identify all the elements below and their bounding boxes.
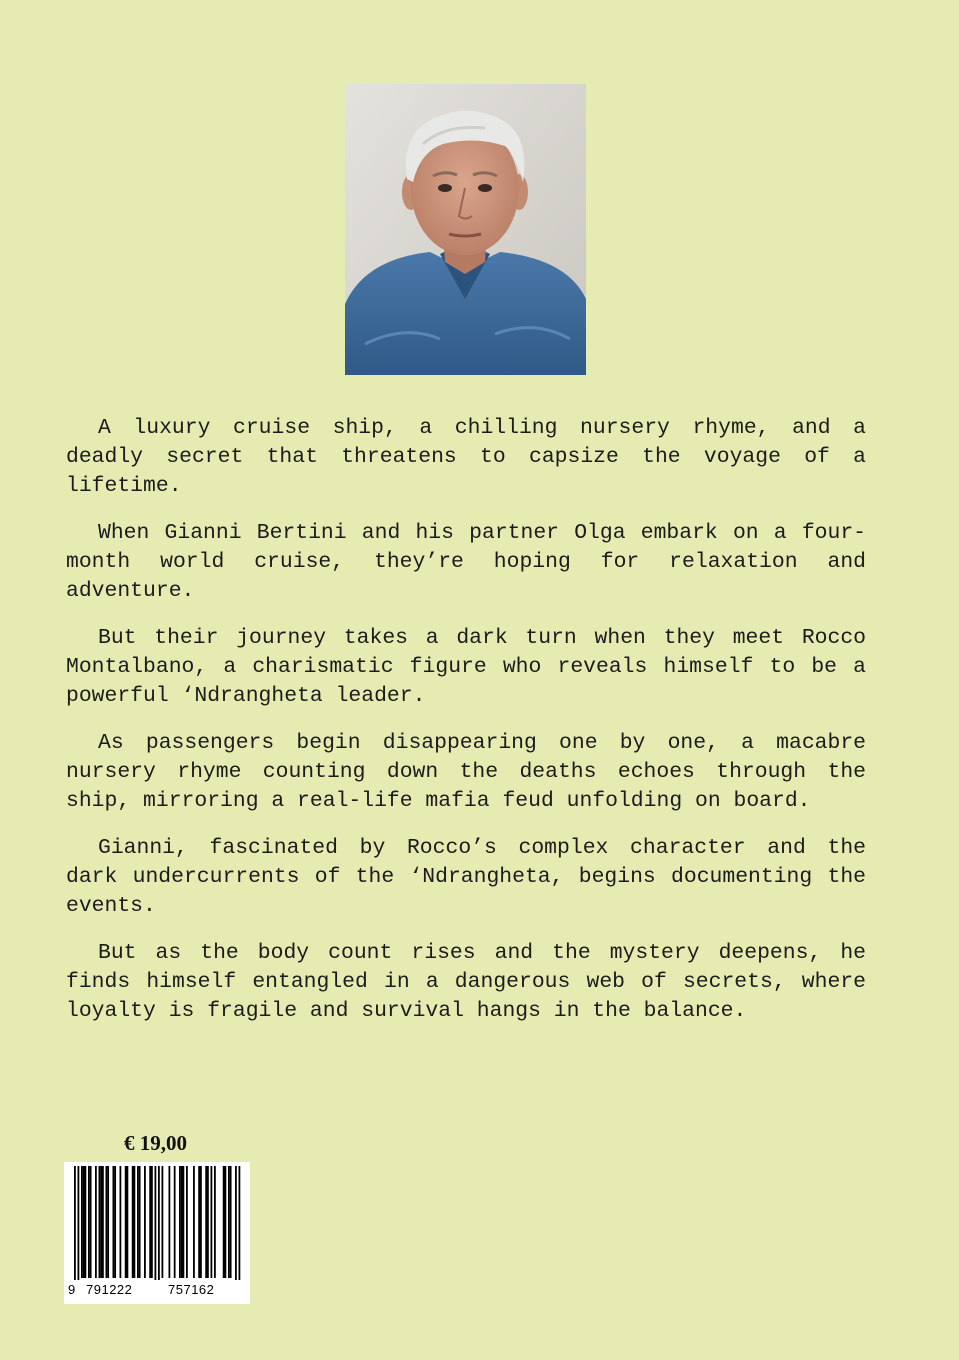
barcode-bar [162, 1166, 164, 1278]
barcode-bar [179, 1166, 181, 1278]
barcode-bar [120, 1166, 122, 1278]
barcode-bar [127, 1166, 129, 1278]
barcode-bar [137, 1166, 139, 1278]
barcode-bar [78, 1166, 80, 1280]
barcode-bar [83, 1166, 85, 1278]
barcode-bar [207, 1166, 209, 1278]
barcode-bar [95, 1166, 97, 1278]
barcode-bar [183, 1166, 185, 1278]
barcode-bar [228, 1166, 230, 1278]
blurb-paragraph: When Gianni Bertini and his partner Olga embark on a four-month world cruise, they’re hoping for relaxation and adventure. [66, 521, 866, 603]
isbn-left-group: 791222 [86, 1282, 133, 1297]
back-cover-blurb [66, 414, 866, 1044]
barcode-bar [158, 1166, 160, 1280]
isbn-right-group: 757162 [168, 1282, 215, 1297]
blurb-paragraph: A luxury cruise ship, a chilling nursery rhyme, and a deadly secret that threatens to capsize the voyage of a lifetime. [66, 416, 866, 498]
blurb-paragraph: But as the body count rises and the mystery deepens, he finds himself entangled in a dangerous web of secrets, where loyalty is fragile and survival hangs in the balance. [66, 941, 866, 1023]
barcode-bar [113, 1166, 115, 1278]
barcode-bar [125, 1166, 127, 1278]
price-label: € 19,00 [124, 1131, 187, 1155]
barcode-bar [74, 1166, 76, 1280]
barcode-bar [198, 1166, 200, 1278]
isbn-first-digit: 9 [68, 1282, 76, 1297]
barcode-bar [174, 1166, 176, 1278]
barcode-bar [132, 1166, 134, 1278]
barcode-bar [107, 1166, 109, 1278]
barcode-bar [155, 1166, 157, 1280]
isbn-number [64, 1280, 250, 1300]
barcode-bar [90, 1166, 92, 1278]
barcode-bar [144, 1166, 146, 1278]
barcode-bar [193, 1166, 195, 1278]
barcode-bar [181, 1166, 183, 1278]
barcode-bar [186, 1166, 188, 1278]
barcode-bar [230, 1166, 232, 1278]
barcode-bar [211, 1166, 213, 1278]
barcode-bars [64, 1162, 250, 1280]
barcode-bar [235, 1166, 237, 1280]
barcode-bar [223, 1166, 225, 1278]
barcode-bar [85, 1166, 87, 1278]
barcode-bar [134, 1166, 136, 1278]
barcode-bar [151, 1166, 153, 1278]
barcode-bar [139, 1166, 141, 1278]
blurb-paragraph: Gianni, fascinated by Rocco’s complex character and the dark undercurrents of the ‘Ndrangheta, begins documenting the events. [66, 836, 866, 918]
barcode-bar [88, 1166, 90, 1278]
barcode-bar [200, 1166, 202, 1278]
barcode-bar [102, 1166, 104, 1278]
blurb-paragraph: But their journey takes a dark turn when they meet Rocco Montalbano, a charismatic figure who reveals himself to be a powerful ‘Ndrangheta leader. [66, 626, 866, 708]
barcode-bar [114, 1166, 116, 1278]
isbn-barcode [64, 1162, 250, 1304]
barcode-bar [81, 1166, 83, 1278]
barcode-bar [106, 1166, 108, 1278]
barcode-bar [205, 1166, 207, 1278]
barcode-bar [100, 1166, 102, 1278]
blurb-paragraph: As passengers begin disappearing one by one, a macabre nursery rhyme counting down the deaths echoes through the ship, mirroring a real-life mafia feud unfolding on board. [66, 731, 866, 813]
barcode-bar [99, 1166, 101, 1278]
barcode-bar [225, 1166, 227, 1278]
barcode-bar [214, 1166, 216, 1278]
author-photo [345, 84, 586, 375]
barcode-bar [149, 1166, 151, 1278]
barcode-bar [239, 1166, 241, 1280]
barcode-bar [169, 1166, 171, 1278]
